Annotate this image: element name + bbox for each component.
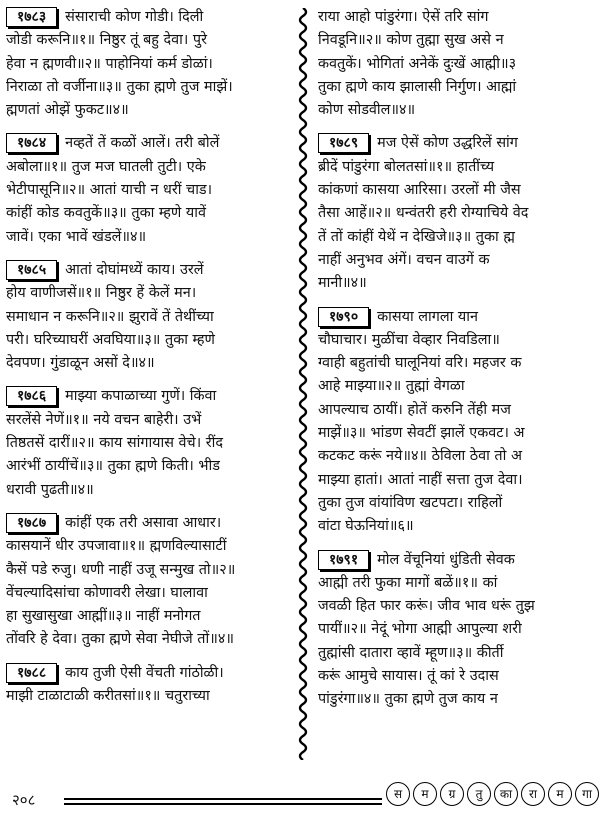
abhang-6 (6, 662, 288, 709)
abhang-line: तुह्मांसी दातारा व्हावें म्हूण॥३॥ कीर्ती (318, 644, 504, 661)
abhang-line: ह्मणतां ओझें फुकट॥४॥ (6, 102, 129, 119)
abhang-line: आहे माझ्या॥२॥ तुह्मां वेगळा (318, 378, 465, 395)
abhang-text: मोल वेंचूनियां धुंडिती सेवक (377, 551, 515, 568)
abhang-line: तुका ह्मणे काय झालासी निर्गुण। आह्मां (318, 78, 517, 95)
abhang-line: माझ्या हातां। आतां नाहीं सत्ता तुज देवा। (318, 471, 523, 488)
abhang-first-line (318, 132, 594, 155)
abhang-line: पायीं॥२॥ नेदूं भोगा आह्मी आपुल्या शरी (318, 621, 522, 638)
series-title (386, 782, 600, 806)
abhang-number: १७८३ (6, 7, 57, 27)
abhang-first-line (6, 385, 288, 408)
abhang-line: हा सुखासुखा आह्मीं॥३॥ नाहीं मनोगत (6, 608, 201, 625)
abhang-line: चौघाचार। मुळींचा वेव्हार निवडिला॥ (318, 331, 500, 348)
abhang-line: वेंचल्यादिसांचा कोणावरी लेखा। घालावा (6, 584, 208, 601)
abhang-text: काय तुजी ऐसी वेंचती गांठोळी। (65, 664, 224, 681)
abhang-line: नाहीं अनुभव अंगें। वचन वाउगें क (318, 251, 490, 268)
series-letter: का (494, 782, 518, 806)
abhang-line: तुका तुज वांयांविण खटपटा। राहिलों (318, 494, 503, 511)
left-column (6, 6, 288, 718)
abhang-first-line (318, 549, 594, 572)
abhang-line: करूं आमुचे सायास। तूं कां रे उदास (318, 668, 499, 685)
abhang-text: नव्हतें तें कळों आलें। तरी बोलें (65, 135, 220, 152)
abhang-line: तिष्ठतसें दारीं॥२॥ काय सांगायास वेचे। रींद (6, 435, 223, 452)
abhang-line: कटकट करूं नये॥४॥ ठेविला ठेवा तो अ (318, 448, 522, 465)
series-letter: ग्र (440, 782, 464, 806)
abhang-line: धरावी पुढती॥४॥ (6, 481, 94, 498)
abhang-line: भेटीपासूनि॥२॥ आतां याची न धरीं चाड। (6, 182, 213, 199)
abhang-line: कांहीं कोड कवतुकें॥३॥ तुका म्हणे यावें (6, 205, 206, 222)
abhang-line: तैसा आहें॥२॥ धन्वंतरी हरी रोग्याचिये वेद (318, 205, 529, 222)
page-footer (0, 778, 600, 834)
abhang-line: पांडुरंगा॥४॥ तुका ह्मणे तुज काय न (318, 691, 498, 708)
abhang-line: देवपण। गुंडाळून असों दे॥४॥ (6, 355, 155, 372)
abhang-2 (6, 132, 288, 248)
abhang-text: संसाराची कोण गोडी। दिली (65, 9, 204, 25)
abhang-4 (6, 385, 288, 501)
abhang-4 (318, 549, 594, 712)
abhang-3 (318, 306, 594, 539)
abhang-1 (318, 6, 594, 122)
abhang-first-line (6, 259, 288, 282)
abhang-line: तोंवरि हे देवा। तुका ह्मणे सेवा नेघीजे तों॥४॥ (6, 631, 234, 648)
abhang-text: कासया लागला यान (377, 308, 478, 325)
abhang-number: १७८८ (6, 663, 57, 683)
abhang-number: १७८४ (6, 133, 57, 153)
abhang-line: कोण सोडवील॥४॥ (318, 102, 416, 119)
abhang-line: कवतुकें। भोगितां अनेकें दुःखें आह्मी॥३ (318, 55, 517, 72)
abhang-line: राया आहो पांडुरंगा। ऐसें तरि सांग (318, 9, 489, 25)
footer-rule (64, 798, 382, 805)
abhang-text: माझ्या कपाळाच्या गुणें। किंवा (65, 388, 217, 405)
abhang-3 (6, 259, 288, 375)
abhang-line: आह्मी तरी फुका मागों बळें॥१॥ कां (318, 574, 498, 591)
abhang-2 (318, 132, 594, 295)
abhang-line: परी। घरिच्याघरीं अवघिया॥३॥ तुका म्हणे (6, 331, 215, 348)
abhang-line: निराळा तो वर्जीना॥३॥ तुका ह्मणे तुज माझें। (6, 78, 233, 95)
abhang-first-line (6, 662, 288, 685)
series-letter: गा (575, 782, 599, 806)
abhang-1 (6, 6, 288, 122)
abhang-line: माझें॥३॥ भांडण सेवटीं झालें एकवट। अ (318, 425, 525, 442)
abhang-text: कांहीं एक तरी असावा आधार। (65, 514, 222, 531)
abhang-line: तें तों कांहीं येथें न देखिजे॥३॥ तुका ह्म (318, 228, 515, 245)
series-letter: तु (467, 782, 491, 806)
abhang-first-line (6, 132, 288, 155)
abhang-line: कासयानें धीर उपजावा॥१॥ ह्मणविल्यासाटीं (6, 538, 227, 555)
abhang-number: १७८६ (6, 386, 57, 406)
wavy-column-divider (296, 8, 310, 760)
abhang-number: १७९१ (318, 550, 369, 570)
abhang-line: निवडूनि॥२॥ कोण तुह्मा सुख असे न (318, 32, 504, 49)
abhang-line: ग्वाही बहुतांची घालूनियां वरि। महजर क (318, 355, 522, 372)
right-column (318, 6, 594, 722)
abhang-line: आरंभीं ठायींचें॥३॥ तुका ह्मणे किती। भीड (6, 458, 220, 475)
abhang-first-line (318, 306, 594, 329)
abhang-line: हेवा न ह्मणवी॥२॥ पाहोनियां कर्म डोळां। (6, 55, 213, 72)
abhang-5 (6, 512, 288, 652)
abhang-number: १७९० (318, 307, 369, 327)
abhang-line: जवळी हित फार करूं। जीव भाव धरूं तुझ (318, 598, 535, 615)
abhang-first-line (6, 6, 288, 29)
abhang-line: वांटा घेऊनियां॥६॥ (318, 518, 414, 535)
abhang-line: होय वाणीजसें॥१॥ निष्ठुर हें केलें मन। (6, 285, 197, 302)
abhang-number: १७८९ (318, 133, 369, 153)
abhang-text: आतां दोघांमध्यें काय। उरलें (65, 261, 204, 278)
abhang-line: समाधान न करूनि॥२॥ झुरावें तें तेथींच्या (6, 308, 214, 325)
abhang-line: ब्रीदें पांडुरंगा बोलतसां॥१॥ हातींच्य (318, 158, 495, 175)
abhang-number: १७८५ (6, 260, 57, 280)
abhang-line: सरलेंसे नेणें॥१॥ नये वचन बाहेरी। उभें (6, 411, 202, 428)
abhang-line: आपल्याच ठायीं। होतें करुनि तेंही मज (318, 401, 511, 418)
abhang-first-line (6, 512, 288, 535)
series-letter: म (413, 782, 437, 806)
abhang-number: १७८७ (6, 513, 57, 533)
abhang-line: मानी॥४॥ (318, 275, 367, 292)
abhang-line: अबोला॥१॥ तुज मज घातली तुटी। एके (6, 158, 206, 175)
series-letter: स (386, 782, 410, 806)
series-letter: म (548, 782, 572, 806)
page-number: २०८ (12, 791, 36, 809)
series-letter: रा (521, 782, 545, 806)
abhang-line: कैसें पडे रुजु। धणी नाहीं उजू सन्मुख तो॥२॥ (6, 561, 236, 578)
abhang-line: माझी टाळाटाळी करीतसां॥१॥ चतुराच्या (6, 688, 210, 705)
abhang-line: कांकणां कासया आरिसा। उरलों मी जैस (318, 182, 521, 199)
abhang-text: मज ऐसें कोण उद्धरिलें सांग (377, 135, 518, 152)
abhang-line: जावें। एका भावें खंडलें॥४॥ (6, 228, 147, 245)
abhang-line: जोडी करूनि॥१॥ निष्ठुर तूं बहु देवा। पुरे (6, 32, 207, 49)
